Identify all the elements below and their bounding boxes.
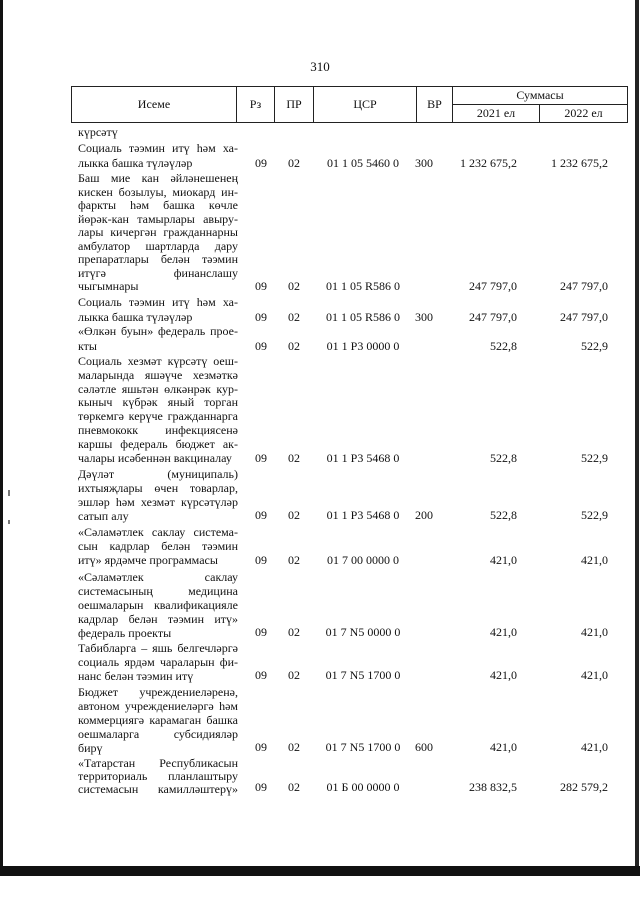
cell-vr: 200 [415, 508, 433, 522]
cell-sum-2021: 522,8 [490, 508, 517, 522]
cell-sum-2022: 421,0 [581, 625, 608, 639]
table-row [0, 467, 640, 523]
row-description [78, 525, 238, 567]
row-description [78, 355, 238, 465]
description-line: Социаль тәэмин итү һәм ха- [78, 295, 238, 309]
cell-pr: 02 [288, 451, 300, 465]
cell-pr: 02 [288, 740, 300, 754]
description-line: федераль проекты [78, 626, 172, 640]
description-line: системасын камилләштерү» [78, 782, 238, 796]
description-line: кты [78, 339, 97, 353]
cell-sum-2022: 421,0 [581, 553, 608, 567]
table-row [0, 685, 640, 755]
table-row [0, 324, 640, 354]
description-line: «Өлкән буын» федераль прое- [78, 324, 238, 338]
table-row [0, 141, 640, 171]
cell-pr: 02 [288, 156, 300, 170]
row-description [78, 685, 238, 755]
description-line: территориаль планлаштыру [78, 769, 238, 783]
cell-rz: 09 [255, 156, 267, 170]
description-line: оешмаларын квалификацияле [78, 598, 238, 612]
description-line: Дәүләт (муниципаль) [78, 467, 238, 481]
description-line: системасының медицина [78, 584, 238, 598]
cell-sum-2021: 238 832,5 [469, 780, 517, 794]
cell-vr: 600 [415, 740, 433, 754]
cell-sum-2021: 421,0 [490, 668, 517, 682]
cell-csr: 01 1 P3 5468 0 [326, 508, 400, 522]
cell-rz: 09 [255, 780, 267, 794]
description-line: лары кичергән гражданнарны [78, 225, 238, 239]
cell-csr: 01 7 N5 1700 0 [325, 740, 401, 754]
cell-pr: 02 [288, 508, 300, 522]
cell-rz: 09 [255, 553, 267, 567]
cell-pr: 02 [288, 553, 300, 567]
cell-rz: 09 [255, 668, 267, 682]
description-line: социаль ярдәм чараларын фи- [78, 655, 238, 669]
cell-csr: 01 Б 00 0000 0 [326, 780, 400, 794]
page-number: 310 [310, 59, 330, 74]
cell-rz: 09 [255, 339, 267, 353]
row-description [78, 172, 238, 294]
cell-csr: 01 1 05 R586 0 [325, 279, 400, 293]
description-line: кадрлар белән тәэмин итү» [78, 612, 238, 626]
description-line: Табибларга – яшь белгечләргә [78, 641, 238, 655]
description-line: фаркты һәм башка көчле [78, 198, 238, 212]
cell-vr: 300 [415, 156, 433, 170]
header-pr: ПР [275, 87, 314, 123]
table-header [71, 86, 628, 123]
description-line: Баш мие кан әйләнешенең [78, 171, 238, 185]
cell-rz: 09 [255, 740, 267, 754]
cell-sum-2021: 1 232 675,2 [460, 156, 517, 170]
cell-sum-2022: 247 797,0 [560, 310, 608, 324]
row-description [78, 125, 238, 140]
cell-pr: 02 [288, 279, 300, 293]
description-line: «Сәламәтлек саклау [78, 570, 238, 584]
cell-sum-2021: 247 797,0 [469, 279, 517, 293]
cell-vr: 300 [415, 310, 433, 324]
cell-sum-2021: 522,8 [490, 451, 517, 465]
description-line: «Татарстан Республикасын [78, 756, 238, 770]
description-line: төркемгә керүче гражданнарга [78, 409, 238, 424]
description-line: чалары исәбеннән вакциналау [78, 450, 232, 465]
table-row [0, 355, 640, 466]
cell-rz: 09 [255, 279, 267, 293]
cell-sum-2022: 421,0 [581, 668, 608, 682]
description-line: чыгымнары [78, 279, 139, 293]
row-description [78, 467, 238, 523]
cell-csr: 01 1 05 5460 0 [327, 156, 399, 170]
description-line: лыкка башка түләүләр [78, 310, 193, 324]
cell-csr: 01 1 05 R586 0 [325, 310, 400, 324]
header-2021: 2021 ел [453, 105, 540, 123]
cell-sum-2022: 522,9 [581, 339, 608, 353]
description-line: итү» ярдәмче программасы [78, 553, 218, 567]
cell-csr: 01 1 P3 5468 0 [326, 451, 400, 465]
cell-csr: 01 1 P3 0000 0 [326, 339, 400, 353]
cell-sum-2022: 421,0 [581, 740, 608, 754]
description-line: амбулатор шартларда дару [78, 238, 238, 253]
description-line: ихтыяҗлары өчен товарлар, [78, 481, 238, 495]
description-line: автоном учреждениеләргә һәм [78, 699, 238, 713]
row-description [78, 324, 238, 354]
cell-pr: 02 [288, 780, 300, 794]
cell-sum-2021: 421,0 [490, 553, 517, 567]
description-line: йөрәк-кан тамырлары авыру- [78, 211, 238, 226]
description-line: маларында яшәүче хезмәткә [78, 367, 238, 382]
description-line: Социаль тәэмин итү һәм ха- [78, 141, 238, 155]
cell-csr: 01 7 N5 0000 0 [325, 625, 401, 639]
cell-sum-2022: 522,9 [581, 508, 608, 522]
table-row [0, 172, 640, 294]
description-line: күрсәтү [78, 125, 118, 139]
description-line: каршы федераль бюджет ак- [78, 436, 238, 451]
header-sums: Суммасы [453, 87, 628, 105]
row-description [78, 570, 238, 640]
cell-rz: 09 [255, 451, 267, 465]
cell-rz: 09 [255, 625, 267, 639]
description-line: сатып алу [78, 509, 129, 523]
description-line: нанс белән тәэмин итү [78, 669, 194, 683]
cell-rz: 09 [255, 310, 267, 324]
description-line: кискен бозылуы, миокард ин- [78, 184, 238, 199]
row-description [78, 641, 238, 683]
row-description [78, 295, 238, 325]
cell-sum-2022: 282 579,2 [560, 780, 608, 794]
description-line: оешмаларга субсидияләр [78, 727, 238, 741]
description-line: Социаль хезмәт күрсәтү оеш- [78, 354, 238, 368]
table-row [0, 525, 640, 568]
description-line: Бюджет учреждениеләренә, [78, 685, 238, 699]
description-line: пневмококк инфекциясенә [78, 422, 238, 437]
cell-rz: 09 [255, 508, 267, 522]
table-row [0, 295, 640, 325]
header-vr: ВР [417, 87, 453, 123]
cell-pr: 02 [288, 668, 300, 682]
description-line: кыныч күбрәк яный торган [78, 395, 238, 410]
table-row [0, 757, 640, 795]
cell-pr: 02 [288, 339, 300, 353]
cell-sum-2021: 247 797,0 [469, 310, 517, 324]
header-rz: Рз [237, 87, 275, 123]
cell-pr: 02 [288, 625, 300, 639]
row-description [78, 141, 238, 171]
table-row [0, 570, 640, 640]
description-line: итүгә финанслашу [78, 265, 238, 280]
row-description [78, 757, 238, 796]
description-line: «Сәламәтлек саклау система- [78, 525, 238, 539]
header-2022: 2022 ел [540, 105, 628, 123]
table-row [0, 125, 640, 140]
description-line: сәләтле яшьтән өлкәнрәк кур- [78, 381, 238, 396]
cell-sum-2022: 522,9 [581, 451, 608, 465]
cell-csr: 01 7 00 0000 0 [327, 553, 399, 567]
header-csr: ЦСР [314, 87, 417, 123]
description-line: бирү [78, 741, 103, 755]
scan-bottom-edge [0, 866, 640, 876]
cell-sum-2021: 421,0 [490, 740, 517, 754]
cell-sum-2022: 247 797,0 [560, 279, 608, 293]
cell-csr: 01 7 N5 1700 0 [325, 668, 401, 682]
table-row [0, 641, 640, 683]
header-name: Исеме [72, 87, 237, 123]
description-line: сын кадрлар белән тәэмин [78, 539, 238, 553]
cell-sum-2022: 1 232 675,2 [551, 156, 608, 170]
description-line: лыкка башка түләүләр [78, 156, 193, 170]
cell-pr: 02 [288, 310, 300, 324]
cell-sum-2021: 522,8 [490, 339, 517, 353]
description-line: эшләр һәм хезмәт күрсәтүләр [78, 495, 238, 509]
cell-sum-2021: 421,0 [490, 625, 517, 639]
description-line: препаратлары белән тәэмин [78, 252, 238, 266]
description-line: коммерциягә карамаган башка [78, 713, 238, 727]
